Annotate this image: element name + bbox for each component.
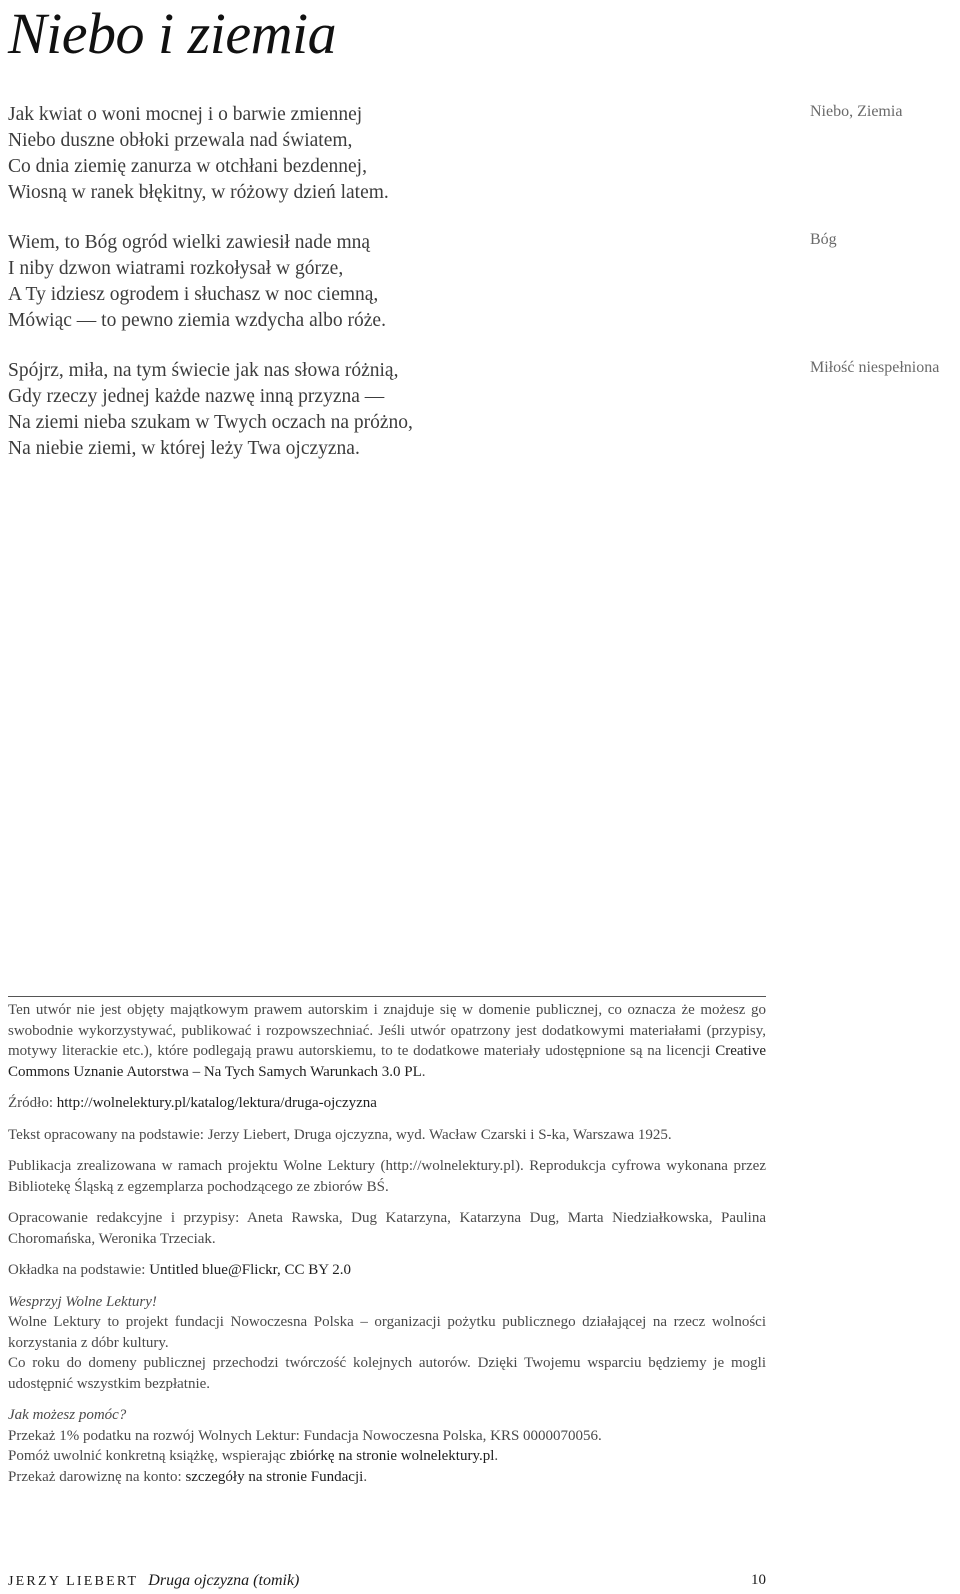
- verse-line: Gdy rzeczy jednej każde nazwę inną przyzna —: [8, 386, 385, 407]
- source-link[interactable]: http://wolnelektury.pl/katalog/lektura/druga-ojczyzna: [56, 1095, 377, 1111]
- support-heading: Wesprzyj Wolne Lektury!: [8, 1293, 157, 1310]
- verse-line: I niby dzwon wiatrami rozkołysał w górze,: [8, 258, 344, 279]
- footer-divider: [8, 996, 766, 997]
- help-fundraiser-line: Pomóż uwolnić konkretną książkę, wspierając zbiórkę na stronie wolnelektury.pl.: [8, 1448, 499, 1464]
- running-footer: [8, 1572, 766, 1594]
- verse-line: Mówiąc — to pewno ziemia wzdycha albo róże.: [8, 310, 386, 331]
- page-number: 10: [751, 1572, 766, 1588]
- cover-note: Okładka na podstawie: Untitled blue@Flickr, CC BY 2.0: [8, 1262, 352, 1278]
- publication-note: Publikacja zrealizowana w ramach projektu Wolne Lektury (http://wolnelektury.pl). Reprodukcja cyfrowa wykonana przez Bibliotekę Śląską z egzemplarza pochodzącego ze zbiorów BŚ.: [8, 1158, 766, 1195]
- editors-note: Opracowanie redakcyjne i przypisy: Aneta Rawska, Dug Katarzyna, Katarzyna Dug, Marta Niedziałkowska, Paulina Choromańska, Weronika Trzeciak.: [8, 1210, 766, 1247]
- license-notice: Ten utwór nie jest objęty majątkowym prawem autorskim i znajduje się w domenie publicznej, co oznacza że możesz go swobodnie wykorzystywać, publikować i rozpowszechniać. Jeśli utwór opatrzony jest dodatkowymi materiałami (przypisy, motywy literackie etc.), które podlegają prawu autorskiemu, to te dodatkowe materiały udostępnione są na licencji Creative Commons Uznanie Autorstwa – Na Tych Samych Warunkach 3.0 PL.: [8, 1002, 766, 1080]
- verse-line: Spójrz, miła, na tym świecie jak nas słowa różnią,: [8, 360, 399, 381]
- stanza-1: [8, 102, 788, 206]
- license-link[interactable]: Creative Commons Uznanie Autorstwa – Na Tych Samych Warunkach 3.0 PL: [8, 1043, 766, 1080]
- fundraiser-link[interactable]: zbiórkę na stronie wolnelektury.pl: [289, 1448, 495, 1464]
- stanza-3: [8, 358, 788, 462]
- running-author: JERZY LIEBERT: [8, 1574, 139, 1589]
- verse-line: Wiem, to Bóg ogród wielki zawiesił nade mną: [8, 232, 371, 253]
- verse-line: Co dnia ziemię zanurza w otchłani bezdennej,: [8, 156, 367, 177]
- verse-line: Na ziemi nieba szukam w Twych oczach na próżno,: [8, 412, 413, 433]
- basis-note: Tekst opracowany na podstawie: Jerzy Liebert, Druga ojczyzna, wyd. Wacław Czarski i S-ka, Warszawa 1925.: [8, 1126, 672, 1143]
- verse-line: Na niebie ziemi, w której leży Twa ojczyzna.: [8, 438, 360, 459]
- foundation-link[interactable]: szczegóły na stronie Fundacji: [185, 1468, 364, 1485]
- motif-label: Miłość niespełniona: [810, 359, 940, 376]
- source-line: Źródło: http://wolnelektury.pl/katalog/lektura/druga-ojczyzna: [8, 1095, 377, 1111]
- motif-label: Niebo, Ziemia: [810, 103, 903, 120]
- verse-line: Wiosną w ranek błękitny, w różowy dzień latem.: [8, 182, 389, 203]
- help-donation-line: Przekaż darowiznę na konto: szczegóły na stronie Fundacji.: [8, 1468, 368, 1485]
- support-text: Co roku do domeny publicznej przechodzi twórczość kolejnych autorów. Dzięki Twojemu wsparciu będziemy je mogli udostępnić wszystkim bezpłatnie.: [8, 1355, 766, 1392]
- verse-line: Niebo duszne obłoki przewala nad światem,: [8, 130, 353, 151]
- motif-label: Bóg: [810, 231, 837, 248]
- page-title: Niebo i ziemia: [8, 1, 337, 66]
- help-heading: Jak możesz pomóc?: [8, 1407, 127, 1423]
- cover-link[interactable]: Untitled blue@Flickr, CC BY 2.0: [149, 1262, 352, 1278]
- verse-line: Jak kwiat o woni mocnej i o barwie zmiennej: [8, 104, 363, 125]
- stanza-2: [8, 230, 788, 334]
- running-book-title: Druga ojczyzna (tomik): [148, 1572, 300, 1589]
- support-text: Wolne Lektury to projekt fundacji Nowoczesna Polska – organizacji pożytku publicznego działającej na rzecz wolności korzystania z dóbr kultury.: [8, 1314, 766, 1351]
- verse-line: A Ty idziesz ogrodem i słuchasz w noc ciemną,: [8, 284, 379, 305]
- help-tax-line: Przekaż 1% podatku na rozwój Wolnych Lektur: Fundacja Nowoczesna Polska, KRS 0000070056.: [8, 1427, 602, 1444]
- colophon: [8, 1000, 766, 1487]
